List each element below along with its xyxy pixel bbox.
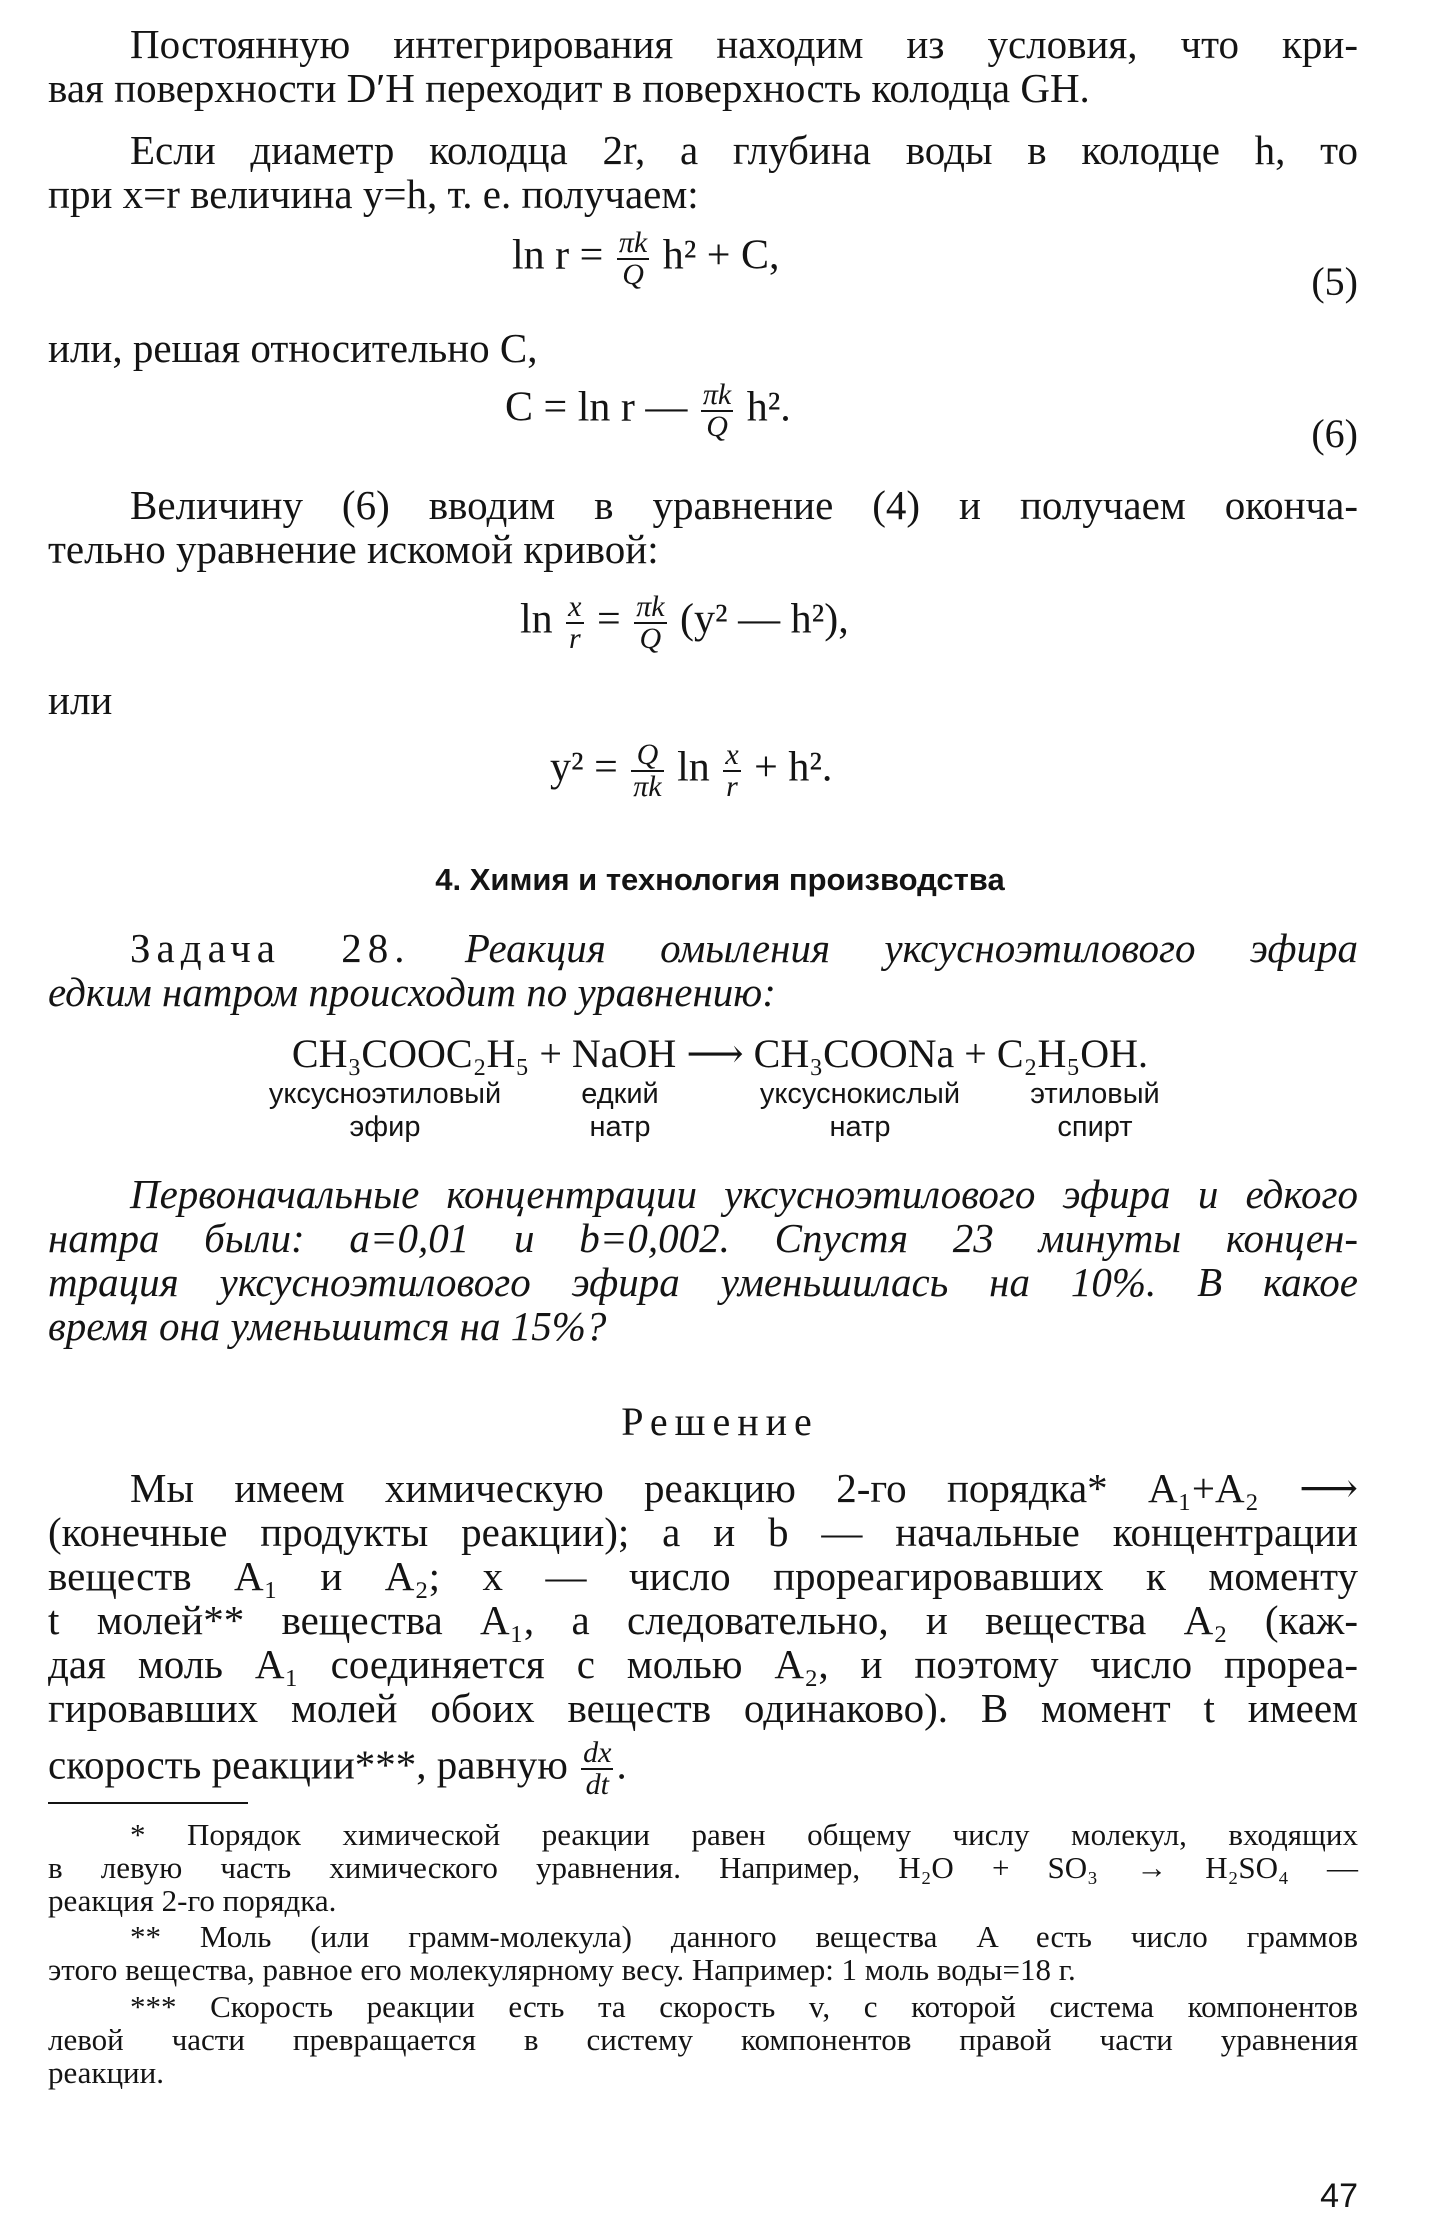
text-line: трация уксусноэтилового эфира уменьшилась на 10%. В какое [48, 1259, 1358, 1305]
text-line: или [48, 677, 113, 723]
equation-final [550, 740, 832, 802]
reaction-equation: CH₃COOC₂H₅ + NaOH ⟶ CH₃COONa + C₂H₅OH. [291, 1031, 1149, 1076]
text-or [48, 678, 1358, 722]
problem-statement [48, 926, 1358, 1014]
text-line: Первоначальные концентрации уксусноэтилового эфира и едкого [130, 1171, 1358, 1217]
fraction: $\frac{x}{r}$ [568, 590, 582, 655]
footnote-line: реакция 2-го порядка. [48, 1883, 337, 1918]
reaction-label-ethanol: этиловый спирт [1030, 1078, 1160, 1143]
footnote-line: этого вещества, равное его молекулярному весу. Например: 1 моль воды=18 г. [48, 1952, 1076, 1987]
footnote-line: ** Моль (или грамм-молекула) данного вещества A есть число граммов [130, 1919, 1358, 1954]
fraction: $\frac{dx}{dt}$ [583, 1736, 612, 1801]
text-line: t молей** вещества A₁, а следовательно, и вещества A₂ (каж- [48, 1597, 1358, 1643]
fraction: $\frac{\pi k}{Q}$ [618, 226, 648, 291]
text-line: Постоянную интегрирования находим из условия, что кри- [130, 21, 1358, 67]
eq-left: ln [520, 596, 553, 643]
text-line: гировавших молей обоих веществ одинаково). В момент t имеем [48, 1685, 1358, 1731]
section-title: 4. Химия и технология производства [435, 862, 1005, 897]
footnote-2 [48, 1920, 1358, 1986]
footnote-line: *** Скорость реакции есть та скорость v, с которой система компонентов [130, 1989, 1358, 2024]
problem-text: Реакция омыления уксусноэтилового эфира [464, 925, 1358, 971]
reaction-label-ester: уксусноэтиловый эфир [268, 1078, 502, 1143]
equation-6 [505, 380, 791, 442]
problem-conditions [48, 1172, 1358, 1348]
text-line: (конечные продукты реакции); a и b — начальные концентрации [48, 1509, 1358, 1555]
text-line: едким натром происходит по уравнению: [48, 969, 776, 1015]
eq-left: C = ln r — [505, 384, 688, 431]
text-line: веществ A₁ и A₂; x — число прореагировавших к моменту [48, 1553, 1358, 1599]
fraction: $\frac{\pi k}{Q}$ [702, 378, 732, 443]
eq-right: h² + C, [662, 232, 780, 279]
solution-body [48, 1466, 1358, 1730]
text-line: Мы имеем химическую реакцию 2-го порядка* A₁+A₂ ⟶ [130, 1465, 1358, 1511]
reaction-label-naoh: едкий натр [581, 1078, 659, 1143]
fraction: $\frac{\pi k}{Q}$ [636, 590, 665, 655]
text-line: дая моль A₁ соединяется с молью A₂, и поэтому число прореа- [48, 1641, 1358, 1687]
speed-line [48, 1738, 1358, 1800]
footnote-line: в левую часть химического уравнения. Например, H₂O + SO₃ → H₂SO₄ — [48, 1850, 1358, 1885]
paragraph-constant [48, 22, 1358, 110]
text-or-solving [48, 326, 1358, 370]
reaction-label-acetate: уксуснокислый натр [759, 1078, 961, 1143]
text-line: время она уменьшится на 15%? [48, 1303, 607, 1349]
eq-right: (y² — h²), [680, 596, 849, 643]
equation-curve [520, 592, 849, 654]
footnote-1 [48, 1818, 1358, 1917]
problem-label: Задача 28. [130, 925, 411, 971]
text-line: тельно уравнение искомой кривой: [48, 526, 659, 572]
paragraph-substitute [48, 483, 1358, 571]
eq-mid: = [597, 596, 621, 643]
footnote-line: реакции. [48, 2055, 164, 2090]
text-line: скорость реакции***, равную $\frac{dx}{dt}$ . [48, 1736, 627, 1801]
text-line: вая поверхности D′H переходит в поверхность колодца GH. [48, 65, 1090, 111]
paragraph-diameter [48, 128, 1358, 216]
footnote-rule [48, 1802, 248, 1804]
equation-5 [512, 228, 780, 290]
text-line: или, решая относительно C, [48, 325, 538, 371]
footnote-3 [48, 1990, 1358, 2089]
eq-left: ln r = [512, 232, 604, 279]
equation-number: (6) [1311, 411, 1358, 456]
text-line [48, 926, 1358, 970]
eq-mid: ln [677, 744, 710, 791]
text-line: натра были: a=0,01 и b=0,002. Спустя 23 минуты концен- [48, 1215, 1358, 1261]
eq-right: + h². [754, 744, 833, 791]
footnote-line: левой части превращается в систему компонентов правой части уравнения [48, 2022, 1358, 2057]
page-number: 47 [1320, 2177, 1358, 2215]
eq-right: h². [746, 384, 791, 431]
fraction: $\frac{x}{r}$ [725, 738, 739, 803]
footnote-line: * Порядок химической реакции равен общему числу молекул, входящих [130, 1817, 1358, 1852]
text-line: Если диаметр колодца 2r, а глубина воды в колодце h, то [130, 127, 1358, 173]
text-line: Величину (6) вводим в уравнение (4) и получаем оконча- [130, 482, 1358, 528]
text-line: при x=r величина y=h, т. е. получаем: [48, 171, 699, 217]
fraction: $\frac{Q}{\pi k}$ [633, 738, 662, 803]
solution-heading: Решение [621, 1399, 819, 1444]
eq-left: y² = [550, 744, 618, 791]
equation-number: (5) [1311, 259, 1358, 304]
